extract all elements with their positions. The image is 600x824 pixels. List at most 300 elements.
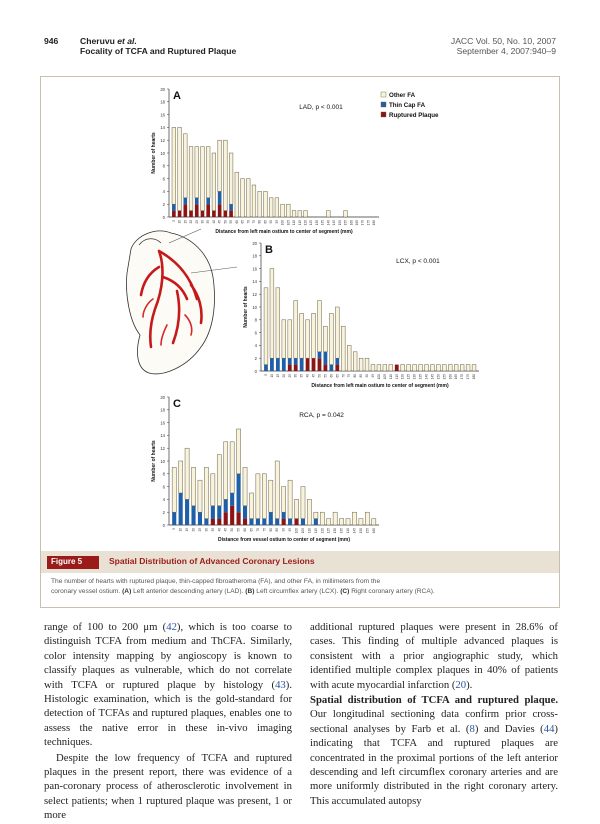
y-tick-label: 18 xyxy=(252,253,257,259)
x-tick-label: 95 xyxy=(370,374,375,378)
x-tick-label: 100 xyxy=(294,528,299,534)
bar-other-fa xyxy=(306,320,310,358)
x-tick-label: 30 xyxy=(200,220,205,224)
bar-other-fa xyxy=(318,301,322,352)
bar-ruptured xyxy=(294,519,298,525)
text: ) and Davies ( xyxy=(474,722,544,735)
bar-other-fa xyxy=(258,191,262,217)
x-tick-label: 85 xyxy=(359,374,364,378)
bar-ruptured xyxy=(395,365,399,371)
reference-link[interactable]: 43 xyxy=(275,678,286,691)
bar-ruptured xyxy=(224,211,228,217)
bar-other-fa xyxy=(327,519,331,525)
bar-other-fa xyxy=(256,474,260,519)
x-tick-label: 35 xyxy=(210,528,215,532)
bar-ruptured xyxy=(217,519,221,525)
bar-other-fa xyxy=(230,442,234,493)
x-tick-label: 25 xyxy=(287,374,292,378)
figure-title: Spatial Distribution of Advanced Coronary Lesions xyxy=(109,556,315,566)
y-tick-label: 10 xyxy=(160,150,165,156)
bar-ruptured xyxy=(189,211,193,217)
y-tick-label: 12 xyxy=(160,138,165,143)
bar-other-fa xyxy=(212,153,216,211)
bar-ruptured xyxy=(288,365,292,371)
y-tick-label: 8 xyxy=(162,163,165,169)
bar-other-fa xyxy=(211,474,215,506)
bar-thin-cap xyxy=(269,512,273,525)
bar-other-fa xyxy=(282,320,286,358)
x-tick-label: 130 xyxy=(333,528,338,534)
x-tick-label: 115 xyxy=(394,374,399,380)
x-tick-label: 75 xyxy=(262,528,267,532)
bar-thin-cap xyxy=(318,352,322,358)
bar-other-fa xyxy=(241,179,245,217)
x-tick-label: 125 xyxy=(309,220,314,226)
bar-other-fa xyxy=(262,474,266,519)
bar-other-fa xyxy=(431,365,435,371)
x-tick-label: 135 xyxy=(418,374,423,380)
running-header xyxy=(44,36,556,62)
x-tick-label: 10 xyxy=(177,220,182,224)
bar-thin-cap xyxy=(198,512,202,525)
bar-other-fa xyxy=(269,198,273,217)
legend-ruptured-swatch xyxy=(381,112,386,117)
bar-thin-cap xyxy=(229,204,233,210)
bar-other-fa xyxy=(292,211,296,217)
bar-other-fa xyxy=(252,185,256,217)
bar-ruptured xyxy=(224,512,228,525)
y-tick-label: 14 xyxy=(160,125,165,131)
bar-other-fa xyxy=(179,461,183,493)
x-tick-label: 60 xyxy=(234,220,239,224)
x-axis-label: Distance from left main ostium to center of segment (mm) xyxy=(215,229,353,235)
bar-other-fa xyxy=(401,365,405,371)
text: ). Histologic examination, which is the gold-standard for detection of TCFAs and ruptured plaques, enables one to assess the native error in these in-vivo imaging techniques. xyxy=(44,678,292,749)
bar-other-fa xyxy=(282,487,286,513)
bar-ruptured xyxy=(324,365,328,371)
bar-other-fa xyxy=(178,127,182,210)
x-tick-label: 120 xyxy=(320,528,325,534)
bar-other-fa xyxy=(312,313,316,358)
x-tick-label: 45 xyxy=(311,374,316,378)
bar-thin-cap xyxy=(282,512,286,518)
x-tick-label: 30 xyxy=(293,374,298,378)
legend-other-fa-label: Other FA xyxy=(389,92,416,99)
x-tick-label: 140 xyxy=(326,220,331,226)
x-tick-label: 30 xyxy=(204,528,209,532)
x-tick-label: 40 xyxy=(305,374,310,378)
x-tick-label: 45 xyxy=(223,528,228,532)
x-tick-label: 140 xyxy=(346,528,351,534)
bar-other-fa xyxy=(472,365,476,371)
panel-letter: A xyxy=(173,90,181,102)
x-tick-label: 125 xyxy=(326,528,331,534)
bar-ruptured xyxy=(212,211,216,217)
x-tick-label: 40 xyxy=(217,528,222,532)
bar-other-fa xyxy=(235,172,239,217)
x-axis-label: Distance from vessel ostium to center of segment (mm) xyxy=(218,537,350,543)
x-tick-label: 80 xyxy=(268,528,273,532)
x-tick-label: 5 xyxy=(171,220,176,222)
x-tick-label: 85 xyxy=(275,528,280,532)
bar-other-fa xyxy=(341,326,345,371)
x-tick-label: 5 xyxy=(172,528,177,530)
bar-other-fa xyxy=(237,429,241,474)
bar-other-fa xyxy=(281,204,285,217)
caption-label-b: (B) xyxy=(245,588,255,595)
bar-other-fa xyxy=(304,211,308,217)
bar-other-fa xyxy=(347,345,351,371)
x-tick-label: 50 xyxy=(317,374,322,378)
bar-other-fa xyxy=(372,519,376,525)
bar-thin-cap xyxy=(288,358,292,364)
bar-ruptured xyxy=(335,365,339,371)
bar-thin-cap xyxy=(256,519,260,525)
bar-other-fa xyxy=(442,365,446,371)
y-tick-label: 6 xyxy=(162,484,165,490)
y-tick-label: 0 xyxy=(254,368,257,374)
bar-other-fa xyxy=(436,365,440,371)
bar-thin-cap xyxy=(243,506,247,519)
x-tick-label: 5 xyxy=(263,374,268,376)
bar-thin-cap xyxy=(329,365,333,371)
bar-other-fa xyxy=(198,480,202,512)
y-tick-label: 18 xyxy=(160,99,165,105)
x-tick-label: 145 xyxy=(430,374,435,380)
bar-other-fa xyxy=(201,147,205,211)
x-tick-label: 50 xyxy=(230,528,235,532)
x-tick-label: 45 xyxy=(217,220,222,224)
bar-thin-cap xyxy=(275,519,279,525)
text: Our longitudinal sectioning data confirm prior cross-sectional analyses by Farb et al. ( xyxy=(310,708,558,735)
bar-other-fa xyxy=(298,211,302,217)
bar-other-fa xyxy=(359,519,363,525)
journal-volume: JACC Vol. 50, No. 10, 2007 xyxy=(450,36,556,46)
bar-other-fa xyxy=(407,365,411,371)
x-tick-label: 160 xyxy=(448,374,453,380)
x-tick-label: 145 xyxy=(352,528,357,534)
caption-text-b: Left circumflex artery (LCX). xyxy=(256,588,339,595)
bar-other-fa xyxy=(217,455,221,506)
bar-other-fa xyxy=(377,365,381,371)
bar-other-fa xyxy=(460,365,464,371)
bar-other-fa xyxy=(269,480,273,512)
y-tick-label: 12 xyxy=(252,292,257,297)
panel-letter: C xyxy=(173,398,181,410)
bar-other-fa xyxy=(270,269,274,359)
bar-other-fa xyxy=(352,512,356,525)
x-tick-label: 40 xyxy=(211,220,216,224)
bar-thin-cap xyxy=(301,519,305,525)
x-tick-label: 165 xyxy=(354,220,359,226)
body-column-right xyxy=(310,620,558,809)
x-tick-label: 110 xyxy=(307,528,312,534)
bar-thin-cap xyxy=(282,358,286,371)
bar-other-fa xyxy=(344,211,348,217)
bar-other-fa xyxy=(346,519,350,525)
y-tick-label: 14 xyxy=(160,433,165,439)
figure-caption xyxy=(51,577,551,597)
x-tick-label: 170 xyxy=(460,374,465,380)
y-tick-label: 20 xyxy=(252,240,257,246)
x-tick-label: 175 xyxy=(366,220,371,226)
bar-thin-cap xyxy=(335,358,339,364)
x-tick-label: 155 xyxy=(442,374,447,380)
y-tick-label: 0 xyxy=(162,214,165,220)
heart-illustration xyxy=(127,229,237,374)
legend-other-fa-swatch xyxy=(381,92,386,97)
y-tick-label: 20 xyxy=(160,394,165,400)
x-tick-label: 120 xyxy=(303,220,308,226)
x-tick-label: 135 xyxy=(339,528,344,534)
x-tick-label: 110 xyxy=(292,220,297,226)
bar-other-fa xyxy=(359,358,363,371)
paragraph: Despite the low frequency of TCFA and ruptured plaques in the present report, there was evidence of a pan-coronary process of atherosclerotic involvement in select patients; when 1 ruptured plaque was present, 1 or more xyxy=(44,751,292,822)
bar-other-fa xyxy=(206,147,210,198)
bar-ruptured xyxy=(294,365,298,371)
x-tick-label: 25 xyxy=(194,220,199,224)
x-tick-label: 65 xyxy=(335,374,340,378)
bar-other-fa xyxy=(300,313,304,358)
bar-other-fa xyxy=(329,313,333,364)
x-tick-label: 105 xyxy=(300,528,305,534)
bar-other-fa xyxy=(275,198,279,217)
x-tick-label: 125 xyxy=(406,374,411,380)
y-axis-label: Number of hearts xyxy=(151,132,157,174)
x-tick-label: 165 xyxy=(454,374,459,380)
x-tick-label: 20 xyxy=(191,528,196,532)
y-tick-label: 2 xyxy=(254,356,257,361)
bar-thin-cap xyxy=(300,358,304,371)
x-tick-label: 15 xyxy=(185,528,190,532)
x-tick-label: 180 xyxy=(472,374,477,380)
bar-thin-cap xyxy=(270,358,274,371)
bar-other-fa xyxy=(294,301,298,359)
figure-5 xyxy=(40,76,560,608)
bar-other-fa xyxy=(353,352,357,371)
bar-other-fa xyxy=(383,365,387,371)
paragraph xyxy=(310,693,558,808)
x-tick-label: 100 xyxy=(280,220,285,226)
bar-other-fa xyxy=(218,140,222,191)
bar-other-fa xyxy=(288,320,292,358)
x-tick-label: 160 xyxy=(349,220,354,226)
bar-ruptured xyxy=(195,204,199,217)
bar-ruptured xyxy=(306,358,310,371)
bar-other-fa xyxy=(324,326,328,352)
y-tick-label: 8 xyxy=(254,317,257,323)
paragraph xyxy=(310,620,558,692)
bar-other-fa xyxy=(191,467,195,505)
bar-other-fa xyxy=(249,493,253,519)
x-tick-label: 75 xyxy=(347,374,352,378)
x-tick-label: 25 xyxy=(197,528,202,532)
bar-other-fa xyxy=(301,487,305,519)
x-tick-label: 105 xyxy=(286,220,291,226)
x-tick-label: 130 xyxy=(412,374,417,380)
x-tick-label: 80 xyxy=(257,220,262,224)
legend-thin-cap-label: Thin Cap FA xyxy=(389,102,426,109)
bar-thin-cap xyxy=(324,352,328,365)
bar-thin-cap xyxy=(314,519,318,525)
y-tick-label: 6 xyxy=(162,176,165,182)
bar-ruptured xyxy=(206,204,210,217)
y-tick-label: 16 xyxy=(160,420,165,426)
y-tick-label: 10 xyxy=(252,304,257,310)
bar-other-fa xyxy=(466,365,470,371)
bar-other-fa xyxy=(246,179,250,217)
bar-thin-cap xyxy=(294,358,298,364)
chart-title: LAD, p < 0.001 xyxy=(299,104,343,111)
x-tick-label: 175 xyxy=(466,374,471,380)
bar-ruptured xyxy=(237,512,241,525)
author-name: Cheruvu xyxy=(80,36,115,46)
x-axis-label: Distance from left main ostium to center of segment (mm) xyxy=(311,383,449,389)
x-tick-label: 10 xyxy=(269,374,274,378)
bar-thin-cap xyxy=(249,519,253,525)
y-tick-label: 12 xyxy=(160,446,165,451)
bar-other-fa xyxy=(276,288,280,358)
bar-thin-cap xyxy=(183,198,187,204)
reference-link[interactable]: 42 xyxy=(166,621,177,633)
x-tick-label: 60 xyxy=(329,374,334,378)
bar-other-fa xyxy=(327,211,331,217)
bar-thin-cap xyxy=(185,499,189,525)
bar-other-fa xyxy=(185,448,189,499)
x-tick-label: 115 xyxy=(313,528,318,534)
y-tick-label: 2 xyxy=(162,202,165,207)
text: ) indicating that TCFA and ruptured plaques are concentrated in the proximal portions of the left anterior descending and left circumflex coronary arteries and are more uniformly distributed in the right coronary artery. This accumulated autopsy xyxy=(310,722,558,807)
chart-panel-a xyxy=(151,87,379,235)
chart-title: RCA, p = 0.042 xyxy=(299,412,344,419)
section-runin-heading: Spatial distribution of TCFA and ruptured plaque. xyxy=(310,694,558,707)
reference-link[interactable]: 8 xyxy=(469,722,475,735)
bar-other-fa xyxy=(264,288,268,365)
x-tick-label: 55 xyxy=(236,528,241,532)
x-tick-label: 35 xyxy=(299,374,304,378)
x-tick-label: 160 xyxy=(371,528,376,534)
bar-ruptured xyxy=(229,211,233,217)
x-tick-label: 80 xyxy=(353,374,358,378)
figure-label: Figure 5 xyxy=(47,556,99,569)
bar-other-fa xyxy=(340,519,344,525)
x-tick-label: 180 xyxy=(372,220,377,226)
bar-other-fa xyxy=(320,512,324,525)
y-tick-label: 4 xyxy=(162,189,165,195)
reference-link[interactable]: 20 xyxy=(455,678,467,691)
x-tick-label: 110 xyxy=(388,374,393,380)
x-tick-label: 70 xyxy=(341,374,346,378)
x-tick-label: 55 xyxy=(323,374,328,378)
bar-other-fa xyxy=(224,442,228,500)
bar-thin-cap xyxy=(262,519,266,525)
bar-other-fa xyxy=(333,512,337,525)
bar-other-fa xyxy=(264,191,268,217)
figure-graphic xyxy=(41,77,559,551)
x-tick-label: 55 xyxy=(229,220,234,224)
bar-thin-cap xyxy=(288,519,292,525)
bar-thin-cap xyxy=(264,365,268,371)
bar-thin-cap xyxy=(276,358,280,371)
bar-other-fa xyxy=(229,153,233,204)
x-tick-label: 20 xyxy=(281,374,286,378)
bar-thin-cap xyxy=(230,493,234,506)
bar-thin-cap xyxy=(218,191,222,204)
x-tick-label: 170 xyxy=(360,220,365,226)
caption-text-a: Left anterior descending artery (LAD). xyxy=(133,588,244,595)
bar-other-fa xyxy=(307,499,311,525)
x-tick-label: 70 xyxy=(255,528,260,532)
body-column-left xyxy=(44,620,292,824)
bar-ruptured xyxy=(211,519,215,525)
reference-link[interactable]: 44 xyxy=(543,722,555,735)
x-tick-label: 90 xyxy=(365,374,370,378)
chart-panel-c xyxy=(151,395,379,543)
bar-other-fa xyxy=(454,365,458,371)
x-tick-label: 85 xyxy=(263,220,268,224)
chart-title: LCX, p < 0.001 xyxy=(396,258,440,265)
text: additional ruptured plaques were present in 28.6% of cases. This finding of multiple advanced plaques is consistent with a prior angiographic study, which identified multiple complex plaques in 40% of patients with acute myocardial infarction ( xyxy=(310,621,558,691)
bar-ruptured xyxy=(201,211,205,217)
text: range of 100 to 200 μm ( xyxy=(44,621,167,633)
y-tick-label: 16 xyxy=(160,112,165,118)
bar-other-fa xyxy=(195,147,199,198)
x-tick-label: 155 xyxy=(365,528,370,534)
bar-thin-cap xyxy=(172,204,176,210)
running-title: Focality of TCFA and Ruptured Plaque xyxy=(80,46,237,56)
bar-other-fa xyxy=(365,512,369,525)
y-axis-label: Number of hearts xyxy=(151,440,157,482)
bar-other-fa xyxy=(172,127,176,204)
panel-letter: B xyxy=(265,244,273,256)
y-tick-label: 20 xyxy=(160,86,165,92)
x-tick-label: 130 xyxy=(314,220,319,226)
bar-other-fa xyxy=(389,365,393,371)
y-tick-label: 4 xyxy=(162,497,165,503)
bar-thin-cap xyxy=(179,493,183,525)
et-al: et al. xyxy=(117,36,137,46)
text: ). xyxy=(466,678,473,691)
bar-ruptured xyxy=(318,358,322,371)
page-number: 946 xyxy=(44,36,59,46)
x-tick-label: 70 xyxy=(246,220,251,224)
x-tick-label: 65 xyxy=(240,220,245,224)
bar-thin-cap xyxy=(195,198,199,204)
x-tick-label: 150 xyxy=(358,528,363,534)
bar-other-fa xyxy=(286,204,290,217)
bar-other-fa xyxy=(419,365,423,371)
x-tick-label: 115 xyxy=(297,220,302,226)
x-tick-label: 95 xyxy=(274,220,279,224)
x-tick-label: 155 xyxy=(343,220,348,226)
y-tick-label: 8 xyxy=(162,471,165,477)
bar-thin-cap xyxy=(217,506,221,519)
x-tick-label: 150 xyxy=(436,374,441,380)
bar-other-fa xyxy=(335,307,339,358)
bar-other-fa xyxy=(294,499,298,518)
x-tick-label: 150 xyxy=(337,220,342,226)
caption-text-2: coronary vessel ostium. xyxy=(51,588,121,595)
x-tick-label: 50 xyxy=(223,220,228,224)
legend-thin-cap-swatch xyxy=(381,102,386,107)
x-tick-label: 35 xyxy=(206,220,211,224)
x-tick-label: 15 xyxy=(275,374,280,378)
bar-thin-cap xyxy=(211,506,215,519)
caption-bar xyxy=(41,551,559,573)
y-tick-label: 14 xyxy=(252,279,257,285)
y-tick-label: 10 xyxy=(160,458,165,464)
x-tick-label: 20 xyxy=(189,220,194,224)
